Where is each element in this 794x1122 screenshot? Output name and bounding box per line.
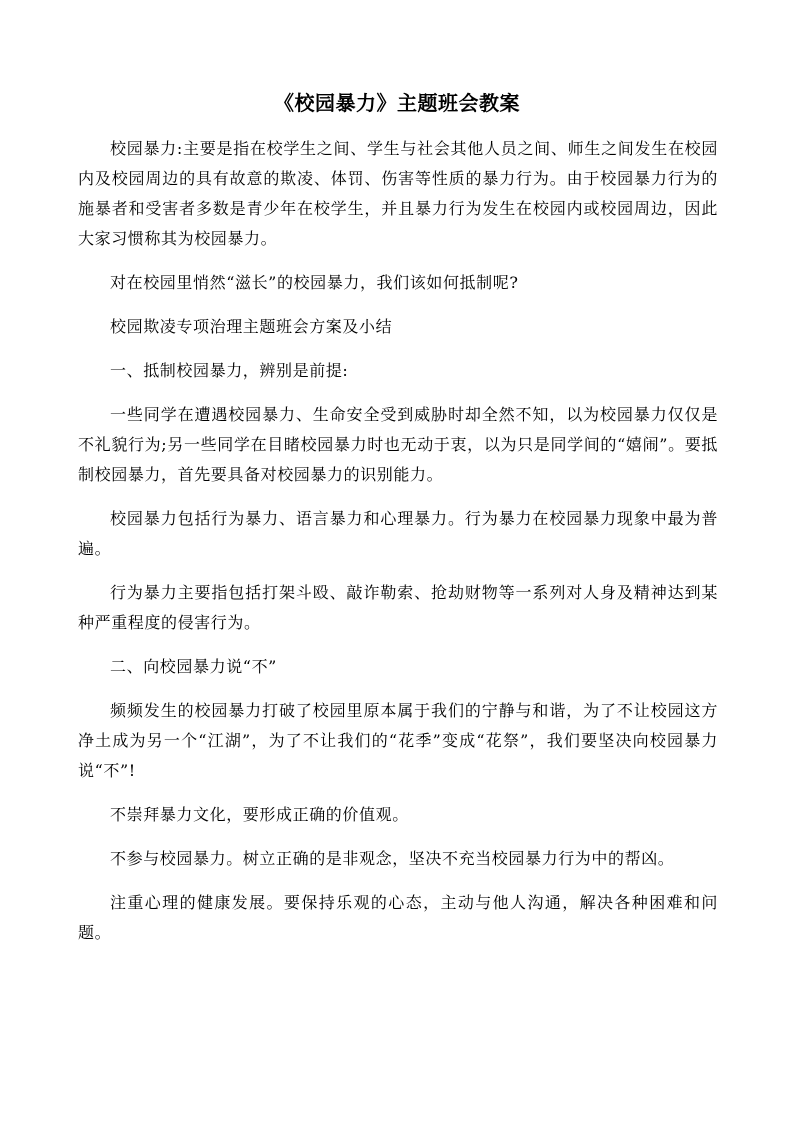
paragraph-question: 对在校园里悄然“滋长”的校园暴力，我们该如何抵制呢? — [110, 273, 519, 292]
paragraph-no-worship: 不崇拜暴力文化，要形成正确的价值观。 — [110, 805, 409, 824]
paragraph-no-participate: 不参与校园暴力。树立正确的是非观念，坚决不充当校园暴力行为中的帮凶。 — [110, 849, 675, 868]
paragraph-behavioral: 行为暴力主要指包括打架斗殴、敲诈勒索、抢劫财物等一系列对人身及精神达到某种严重程度的侵害行为。 — [78, 583, 718, 632]
paragraph-awareness: 一些同学在遭遇校园暴力、生命安全受到威胁时却全然不知，以为校园暴力仅仅是不礼貌行为;另一些同学在目睹校园暴力时也无动于衷，以为只是同学间的“嬉闹”。要抵制校园暴力，首先要具备对校园暴力的识别能力。 — [78, 405, 718, 484]
document-body — [78, 134, 718, 962]
paragraph-plan-title: 校园欺凌专项治理主题班会方案及小结 — [110, 317, 393, 336]
paragraph-types: 校园暴力包括行为暴力、语言暴力和心理暴力。行为暴力在校园暴力现象中最为普遍。 — [78, 509, 718, 558]
paragraph-mental-health: 注重心理的健康发展。要保持乐观的心态，主动与他人沟通，解决各种困难和问题。 — [78, 893, 718, 942]
paragraph-say-no: 频频发生的校园暴力打破了校园里原本属于我们的宁静与和谐，为了不让校园这方净土成为另一个“江湖”，为了不让我们的“花季”变成“花祭”，我们要坚决向校园暴力说“不”! — [78, 701, 718, 780]
paragraph-definition: 校园暴力:主要是指在校学生之间、学生与社会其他人员之间、师生之间发生在校园内及校园周边的具有故意的欺凌、体罚、伤害等性质的暴力行为。由于校园暴力行为的施暴者和受害者多数是青少年在校学生，并且暴力行为发生在校园内或校园周边，因此大家习惯称其为校园暴力。 — [78, 139, 718, 248]
section-heading-1: 一、抵制校园暴力，辨别是前提: — [110, 361, 349, 380]
section-heading-2: 二、向校园暴力说“不” — [110, 657, 277, 676]
document-title: 《校园暴力》主题班会教案 — [274, 91, 520, 115]
